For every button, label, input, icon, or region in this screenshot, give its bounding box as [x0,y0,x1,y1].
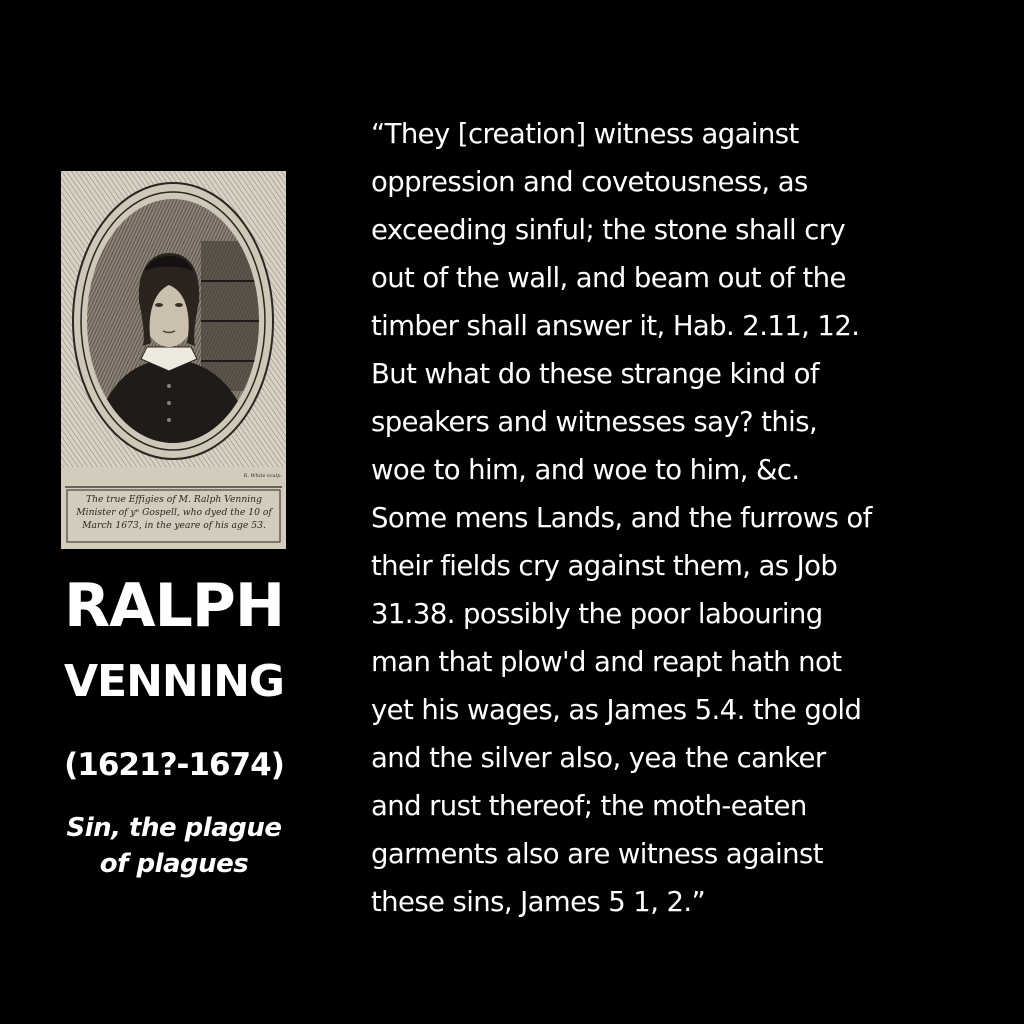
quote-line: Some mens Lands, and the furrows of [371,502,872,534]
quote-line: man that plow'd and reapt hath not [371,646,842,678]
portrait-caption [69,493,279,532]
quote-line: timber shall answer it, Hab. 2.11, 12. [371,310,860,342]
portrait-caption-line: The true Effigies of M. Ralph Venning [86,494,262,505]
quote-line: their fields cry against them, as Job [371,550,838,582]
quote-line: garments also are witness against [371,838,823,870]
work-title-line: Sin, the plague [66,813,282,843]
quote-line: oppression and covetousness, as [371,166,808,198]
portrait-caption-line: March 1673, in the yeare of his age 53. [82,520,266,531]
quote-line: woe to him, and woe to him, &c. [371,454,800,486]
quote-line: these sins, James 5 1, 2.” [371,886,706,918]
quote-line: speakers and witnesses say? this, [371,406,818,438]
work-title-line: of plagues [99,849,249,879]
author-last-name: VENNING [63,656,285,707]
quote-line: exceeding sinful; the stone shall cry [371,214,846,246]
engraver-signature: R. White sculp. [243,473,282,479]
work-title [48,810,300,882]
author-first-name: RALPH [63,571,285,641]
author-dates: (1621?-1674) [64,747,284,783]
quote-line: and rust thereof; the moth-eaten [371,790,807,822]
quote-line: out of the wall, and beam out of the [371,262,846,294]
quote-line: and the silver also, yea the canker [371,742,826,774]
author-portrait-engraving [61,171,286,549]
quote-line: “They [creation] witness against [371,118,799,150]
quote-line: 31.38. possibly the poor labouring [371,598,823,630]
quote-line: yet his wages, as James 5.4. the gold [371,694,862,726]
portrait-caption-line: Minister of yᵉ Gospell, who dyed the 10 of [76,507,272,518]
quote-text [371,110,1011,926]
quote-line: But what do these strange kind of [371,358,819,390]
